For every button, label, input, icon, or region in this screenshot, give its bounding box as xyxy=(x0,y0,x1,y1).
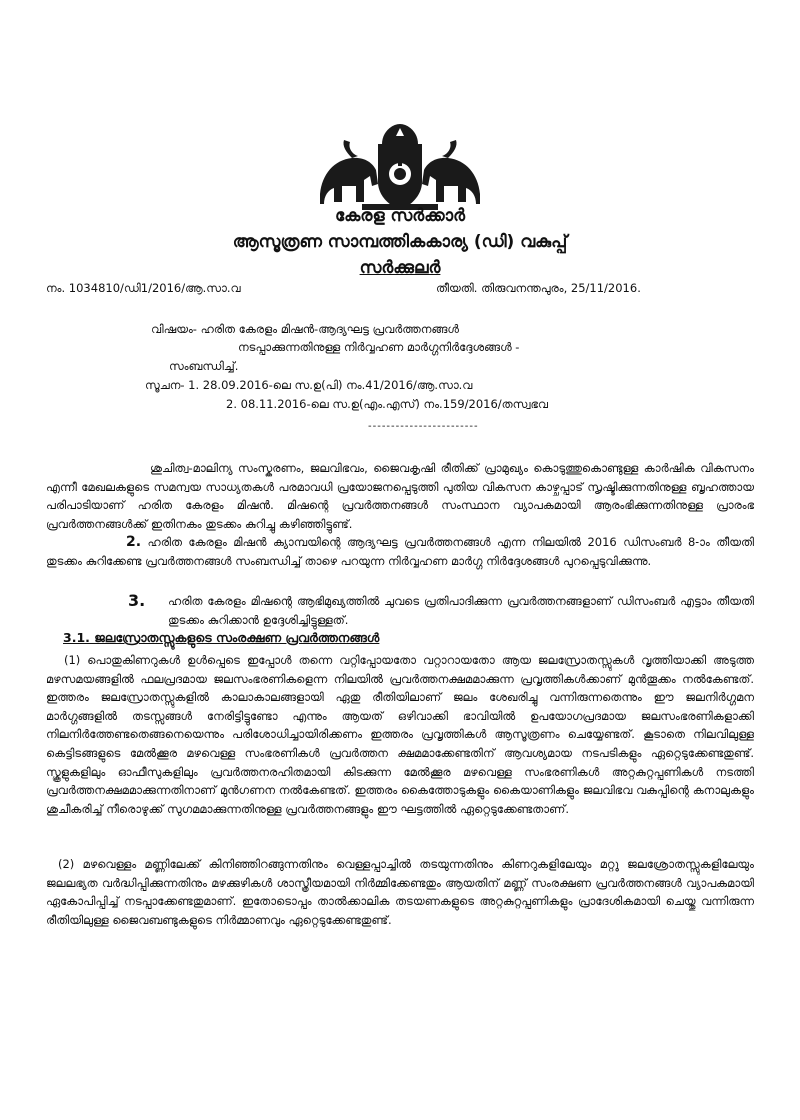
document-type-title: സർക്കുലർ xyxy=(359,258,441,278)
kerala-state-emblem-icon xyxy=(312,122,488,212)
paragraph-2-number: 2. xyxy=(126,534,142,550)
paragraph-1: ശുചിത്വ-മാലിന്യ സംസ്കരണം, ജലവിഭവം, ജൈവകൃഷി രീതിക്ക് പ്രാമുഖ്യം കൊടുത്തുകൊണ്ടുള്ള കാർഷിക വികസനം എന്നീ മേഖലകളുടെ സമന്വയ സാധ്യതകൾ പരമാവധി പ്രയോജനപ്പെടുത്തി പുതിയ വികസന കാഴ്ചപ്പാട് സൃഷ്ടിക്കുന്നതിനുള്ള ബൃഹത്തായ പരിപാടിയാണ് ഹരിത കേരളം മിഷൻ. മിഷന്റെ പ്രവർത്തനങ്ങൾ സംസ്ഥാന വ്യാപകമായി ആരംഭിക്കുന്നതിനുള്ള പ്രാരംഭ പ്രവർത്തനങ്ങൾക്ക് ഇതിനകം തുടക്കം കുറിച്ചു കഴിഞ്ഞിട്ടുണ്ട്. xyxy=(46,461,754,531)
separator-line: ------------------------ xyxy=(368,421,479,432)
department-title: ആസൂത്രണ സാമ്പത്തികകാര്യ (ഡി) വകുപ്പ് xyxy=(232,232,568,252)
paragraph-3-1-2: (2) മഴവെള്ളം മണ്ണിലേക്ക് കിനിഞ്ഞിറങ്ങുന്നതിനും വെള്ളപ്പാച്ചിൽ തടയുന്നതിനും കിണറുകളിലേയും മറ്റു ജലശ്രോതസ്സുകളിലേയും ജലലഭ്യത വർദ്ധിപ്പിക്കുന്നതിനും മഴക്കുഴികൾ ശാസ്ത്രീയമായി നിർമ്മിക്കേണ്ടതും ആയതിന് മണ്ണ് സംരക്ഷണ പ്രവർത്തനങ്ങൾ വ്യാപകമായി ഏകോപിപ്പിച്ച് നടപ്പാക്കേണ്ടതുമാണ്. ഇതോടൊപ്പം താൽക്കാലിക തടയണകളുടെ അറ്റകുറ്റപ്പണികളും പ്രാദേശികമായി ചെയ്തു വന്നിരുന്ന രീതിയിലുള്ള ജൈവബണ്ടുകളുടെ നിർമ്മാണവും ഏറ്റെടുക്കേണ്ടതുണ്ട്. xyxy=(46,857,754,927)
paragraph-2-text: ഹരിത കേരളം മിഷൻ ക്യാമ്പയിന്റെ ആദ്യഘട്ട പ്രവർത്തനങ്ങൾ എന്ന നിലയിൽ 2016 ഡിസംബർ 8-ാം തീയതി തുടക്കം കുറിക്കേണ്ട പ്രവർത്തനങ്ങൾ സംബന്ധിച്ച് താഴെ പറയുന്ന നിർവ്വഹണ മാർഗ്ഗ നിർദ്ദേശങ്ങൾ പുറപ്പെടുവിക്കുന്നു. xyxy=(46,535,754,568)
reference-1: സൂചന- 1. 28.09.2016-ലെ സ.ഉ(പി) നം.41/2016/ആ.സാ.വ xyxy=(145,378,473,392)
paragraph-3-1-1: (1) പൊതുകിണറുകൾ ഉൾപ്പെടെ ഇപ്പോൾ തന്നെ വറ്റിപ്പോയതോ വറ്റാറായതോ ആയ ജലസ്രോതസ്സുകൾ വൃത്തിയാക്കി അടുത്ത മഴസമയങ്ങളിൽ ഫലപ്രദമായ ജലസംഭരണികളെന്ന നിലയിൽ പ്രവർത്തനക്ഷമമാക്കുന്ന പ്രവൃത്തികൾക്കാണ് മുൻതൂക്കം നൽകേണ്ടത്. ഇത്തരം ജലസ്രോതസ്സുകളിൽ കാലാകാലങ്ങളായി ഏതു രീതിയിലാണ് ജലം ശേഖരിച്ചു വന്നിരുന്നതെന്നും ഈ ജലനിർഗ്ഗമന മാർഗ്ഗങ്ങളിൽ തടസ്സങ്ങൾ നേരിട്ടിട്ടുണ്ടോ എന്നും ആയത് ഒഴിവാക്കി ഭാവിയിൽ ഉപയോഗപ്രദമായ ജലസംഭരണികളാക്കി നിലനിർത്തേണ്ടതെങ്ങനെയെന്നും പരിശോധിച്ചായിരിക്കണം ഇത്തരം പ്രവൃത്തികൾ ആസൂത്രണം ചെയ്യേണ്ടത്. കൂടാതെ നിലവിലുള്ള കെട്ടിടങ്ങളുടെ മേൽക്കൂര മഴവെള്ള സംഭരണികൾ പ്രവർത്തന ക്ഷമമാക്കേണ്ടതിന് ആവശ്യമായ നടപടികളും ഏറ്റെടുക്കേണ്ടതുണ്ട്. സ്കൂളുകളിലും ഓഫീസുകളിലും പ്രവർത്തനരഹിതമായി കിടക്കുന്ന മേൽക്കൂര മഴവെള്ള സംഭരണികൾ അറ്റകുറ്റപ്പണികൾ നടത്തി പ്രവർത്തനക്ഷമമാക്കുന്നതിനാണ് മുൻഗണന നൽകേണ്ടത്. ഇത്തരം കൈത്തോടുകളും കൈയാണികളും ജലവിഭവ വകുപ്പിന്റെ കനാലുകളും ശുചീകരിച്ച് നീരൊഴുക്ക് സുഗമമാക്കുന്നതിനുള്ള പ്രവർത്തനങ്ങളും ഈ ഘട്ടത്തിൽ ഏറ്റെടുക്കേണ്ടതാണ്. xyxy=(46,653,754,816)
subject-line-3: സംബന്ധിച്ച്. xyxy=(169,359,239,373)
paragraph-3-number: 3. xyxy=(128,591,146,610)
reference-number: നം. 1034810/ഡി1/2016/ആ.സാ.വ xyxy=(46,281,241,295)
subject-line-2: നടപ്പാക്കുന്നതിനുള്ള നിർവ്വഹണ മാർഗ്ഗനിർദ്ദേശങ്ങൾ - xyxy=(238,340,520,354)
document-date: തീയതി. തിരുവനന്തപുരം, 25/11/2016. xyxy=(436,281,641,295)
government-title: കേരള സർക്കാർ xyxy=(334,206,466,226)
subject-line-1: വിഷയം- ഹരിത കേരളം മിഷൻ-ആദ്യഘട്ട പ്രവർത്തനങ്ങൾ xyxy=(151,322,459,336)
section-3-1-heading: 3.1. ജലസ്രോതസ്സുകളുടെ സംരക്ഷണ പ്രവർത്തനങ്ങൾ xyxy=(63,630,380,645)
paragraph-3: ഹരിത കേരളം മിഷന്റെ ആഭിമുഖ്യത്തിൽ ചുവടെ പ്രതിപാദിക്കുന്ന പ്രവർത്തനങ്ങളാണ് ഡിസംബർ എട്ടാം തീയതി തുടക്കം കുറിക്കാൻ ഉദ്ദേശിച്ചിട്ടുള്ളത്. xyxy=(168,594,754,627)
reference-2: 2. 08.11.2016-ലെ സ.ഉ(എം.എസ്) നം.159/2016/തസ്വഭവ xyxy=(226,397,548,411)
paragraph-2 xyxy=(46,533,754,570)
